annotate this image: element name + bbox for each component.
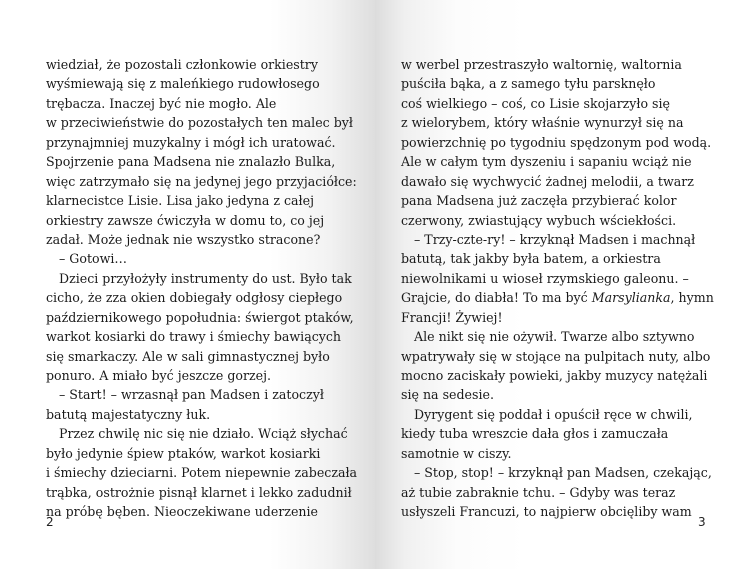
text-line: batutą majestatyczny łuk. (46, 406, 211, 422)
text-line: mocno zaciskały powieki, jakby muzycy natężali (401, 368, 708, 383)
text-line: wiedział, że pozostali członkowie orkiestry (46, 57, 318, 72)
text-line: trąbka, ostrożnie pisnął klarnet i lekko zadudnił (46, 484, 352, 500)
text-line: usłyszeli Francuzi, to najpierw obcięliby wam (401, 504, 692, 520)
text-line: w przeciwieństwie do pozostałych ten malec był (46, 115, 353, 131)
text-line: niewolnikami u wioseł rzymskiego galeonu. – (401, 270, 689, 286)
text-line: Dzieci przyłożyły instrumenty do ust. Było tak (59, 270, 352, 286)
text-line: w werbel przestraszyło waltornię, waltornia (401, 57, 682, 72)
left-page-text (46, 55, 358, 522)
text-line: klarnecistce Lisie. Lisa jako jedyna z całej (46, 193, 314, 209)
text-line: cicho, że zza okien dobiegały odgłosy ciepłego (46, 290, 343, 306)
text-line: Dyrygent się poddał i opuścił ręce w chwili, (414, 406, 693, 422)
text-line: dawało się wychwycić żadnej melodii, a twarz (401, 173, 694, 189)
text-line: – Stop, stop! – krzyknął pan Madsen, czekając, (414, 465, 712, 481)
italic-title: Marsylianka (591, 290, 671, 306)
text-line: orkiestry zawsze ćwiczyła w domu to, co jej (46, 212, 325, 228)
text-line: Ale w całym tym dyszeniu i sapaniu wciąż nie (401, 154, 692, 170)
text-line: – Start! – wrzasnął pan Madsen i zatoczył (59, 387, 324, 403)
text-line: kiedy tuba wreszcie dała głos i zamuczała (401, 426, 669, 442)
text-line: ponuro. A miało być jeszcze gorzej. (46, 368, 271, 383)
text-line: pana Madsena już zaczęła przybierać kolor (401, 193, 677, 209)
text-line: Spojrzenie pana Madsena nie znalazło Bulka, (46, 154, 336, 170)
text-line: puściła bąka, a z samego tyłu parsknęło (401, 76, 656, 92)
text-line: Ale nikt się nie ożywił. Twarze albo sztywno (414, 329, 695, 345)
right-page-number: 3 (698, 515, 706, 529)
text-line: warkot kosiarki do trawy i śmiechy bawiących (46, 329, 342, 345)
left-page-number: 2 (46, 515, 54, 529)
text-line: wpatrywały się w stojące na pulpitach nuty, albo (401, 348, 711, 364)
text-line: się smarkaczy. Ale w sali gimnastycznej było (46, 348, 330, 364)
text-line: przynajmniej muzykalny i mógł ich uratować. (46, 134, 336, 150)
text-line: batutą, tak jakby była batem, a orkiestra (401, 251, 661, 267)
text-line: samotnie w ciszy. (401, 445, 512, 461)
text-line: Francji! Żywiej! (401, 309, 503, 325)
text-line: z wielorybem, który właśnie wynurzył się na (401, 115, 684, 131)
text-line: się na sedesie. (401, 387, 494, 403)
text-line: na próbę bęben. Nieoczekiwane uderzenie (46, 504, 319, 520)
text-line: Grajcie, do diabła! To ma być Marsylianka, hymn (401, 290, 714, 306)
text-line: trębacza. Inaczej być nie mogło. Ale (46, 95, 277, 111)
text-line: – Trzy-czte-ry! – krzyknął Madsen i machnął (414, 231, 696, 247)
text-line: więc zatrzymało się na jedynej jego przyjaciółce: (46, 173, 357, 189)
right-page-text (401, 55, 714, 522)
text-line: coś wielkiego – coś, co Lisie skojarzyło się (401, 95, 671, 111)
text-line: było jedynie śpiew ptaków, warkot kosiarki (46, 445, 321, 461)
text-line: zadał. Może jednak nie wszystko stracone? (46, 231, 321, 247)
text-line: Przez chwilę nic się nie działo. Wciąż słychać (59, 426, 348, 442)
text-line: październikowego popołudnia: świergot ptaków, (46, 309, 354, 325)
text-line: wyśmiewają się z maleńkiego rudowłosego (46, 76, 320, 92)
right-page (375, 0, 750, 569)
text-line: czerwony, zwiastujący wybuch wściekłości. (401, 212, 677, 228)
text-line: aż tubie zabraknie tchu. – Gdyby was teraz (401, 484, 676, 500)
text-line: powierzchnię po tygodniu spędzonym pod wodą. (401, 134, 712, 150)
text-line: – Gotowi… (59, 251, 127, 267)
text-line: i śmiechy dzieciarni. Potem niepewnie zabeczała (46, 465, 358, 481)
